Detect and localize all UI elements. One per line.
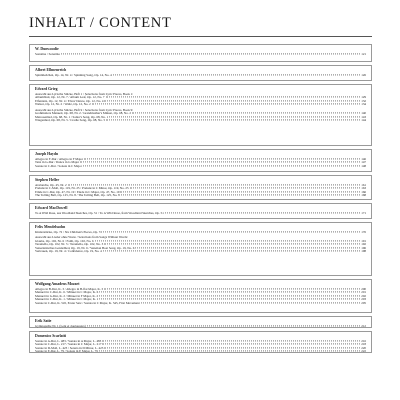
- entry-title: Sonate in C-Dur, L. 217 / Sonata in C Major, L. 217: [35, 342, 102, 347]
- page-number: 176: [361, 230, 366, 234]
- dot-leader: [104, 100, 360, 101]
- composer-name: Edvard Grieg: [35, 87, 58, 91]
- page-number: 220: [361, 345, 366, 350]
- page-number: 148: [361, 163, 366, 168]
- page-number: 200: [361, 287, 366, 291]
- page-number: 212: [361, 324, 366, 328]
- page-number: 205: [361, 300, 366, 305]
- dot-leader: [121, 195, 360, 196]
- page-title: INHALT / CONTENT: [29, 15, 172, 31]
- page-number: 134: [361, 102, 366, 107]
- page-number: 140: [361, 111, 366, 116]
- dot-leader: [165, 212, 360, 213]
- entry-title: Sonatine / Sonatina: [35, 52, 60, 56]
- composer-name: Edward MacDowell: [35, 206, 68, 210]
- entry-title: Sonate in D-Moll, L. 423 / Sonata in D Minor, L. 423: [35, 345, 104, 350]
- page-number: 161: [361, 183, 366, 187]
- dot-leader: [99, 351, 360, 352]
- toc-entry[interactable]: [35, 250, 366, 253]
- entry-title: Venezianisches Gondellied, Op. 19, Nr. 6 / Venetian Boat Song, Op. 19, No. 6: [35, 245, 135, 250]
- composer-name: W. Dunwoodie: [35, 47, 59, 51]
- entry-title: Menuett in C-Dur, K. 6 / Minuet in C Major, K. 6: [35, 290, 99, 295]
- dot-leader: [87, 325, 360, 326]
- entry-title: Sonate in C-Dur, K. 545, Erster Satz / Sonata in C Major, K. 545, First Movement: [35, 300, 140, 305]
- composer-name: Felix Mendelssohn: [35, 225, 66, 229]
- page-number: 201: [361, 290, 366, 295]
- toc-entry[interactable]: [35, 165, 366, 168]
- dot-leader: [92, 104, 360, 105]
- entry-title: The Tolling Bell, Op. 125, Nr. 8 / The Tolling Bell, Op. 125, No. 8: [35, 193, 120, 198]
- entry-title: Etüde in C-Dur, Op. 47, Nr. 19 / Etude in C Major, Op. 47, No. 19: [35, 189, 120, 194]
- dot-leader: [109, 116, 360, 117]
- composer-section: [29, 65, 372, 81]
- dot-leader: [99, 295, 360, 296]
- entry-title: Tarantella, Op. 102, Nr. 3 / Tarantella, Op. 102, No. 3: [35, 242, 104, 247]
- page-number: 121: [361, 52, 366, 56]
- dot-leader: [120, 191, 360, 192]
- dot-leader: [130, 188, 361, 189]
- dot-leader: [141, 302, 361, 303]
- page-number: 218: [361, 342, 366, 347]
- page-number: 147: [361, 160, 366, 165]
- composer-name: Wolfgang Amadeus Mozart: [35, 282, 80, 286]
- dot-leader: [99, 292, 360, 293]
- toc-entry[interactable]: [35, 119, 366, 122]
- page-number: 146: [361, 157, 366, 161]
- dot-leader: [102, 340, 360, 341]
- composer-section: [29, 222, 372, 276]
- dot-leader: [113, 74, 360, 75]
- page-number: 191: [361, 238, 366, 243]
- toc-entry[interactable]: [35, 302, 366, 305]
- dot-leader: [103, 251, 360, 252]
- composer-name: Stephen Heller: [35, 178, 60, 182]
- page-number: 216: [361, 339, 366, 343]
- composer-section: [29, 316, 372, 328]
- toc-entry[interactable]: [35, 74, 366, 77]
- composer-name: Domenico Scarlatti: [35, 334, 67, 338]
- dot-leader: [99, 299, 360, 300]
- page-number: 168: [361, 193, 366, 198]
- page-number: 171: [361, 211, 366, 215]
- dot-leader: [104, 347, 360, 348]
- page-number: 202: [361, 293, 366, 298]
- toc-entry[interactable]: [35, 212, 366, 215]
- entry-title: Menuett in C-Dur, K. 1 / Minuet in C Major, K. 1: [35, 297, 99, 302]
- entry-title: Sonate in E-Dur, L. 79 / Sonata in E Major, L. 79: [35, 349, 98, 354]
- entry-title: Kinderstücke, Op. 72 / Six Children's Pieces, Op. 72: [35, 230, 102, 234]
- toc-entry[interactable]: [35, 53, 366, 56]
- composer-name: Albert Ellmenreich: [35, 68, 67, 72]
- entry-title: Vertrauen, Op. 19, Nr. 4 / Confidence, Op. 19, No. 4: [35, 249, 102, 254]
- entry-title: Sonate in A-Dur, L. 483 / Sonata in A Major, L. 483: [35, 339, 102, 343]
- composer-section: [29, 203, 372, 219]
- dot-leader: [103, 231, 360, 232]
- entry-title: Albumblatt, Op. 12, Nr. 7 / Album Leaf, Op. 12, No. 7: [35, 95, 105, 100]
- composer-name: Joseph Haydn: [35, 152, 59, 156]
- composer-name: Erik Satie: [35, 319, 52, 323]
- entry-title: Auswahl aus Lyrische Stücke, Heft 9 / Selections from Lyric Pieces, Book 9:: [35, 107, 134, 112]
- entry-title: Glaube, Op. 102, Nr. 6 / Faith, Op. 102, No. 6: [35, 238, 94, 243]
- page-number: 192: [361, 242, 366, 247]
- page-number: 132: [361, 98, 366, 103]
- entry-title: Menuett in G-Dur, K. 2 / Minuet in F Major, K. 2: [35, 293, 99, 298]
- page-number: 166: [361, 189, 366, 194]
- page-number: 196: [361, 245, 366, 250]
- entry-title: Matrosenlied, Op. 68, Nr. 1 / Sailor's Song, Op. 68, No. 1: [35, 114, 109, 119]
- dot-leader: [84, 158, 360, 159]
- entry-title: Allegro in B-Dur, K. 3 / Allegro in B-flat Major, K. 3: [35, 287, 103, 291]
- page-number: 222: [361, 349, 366, 354]
- dot-leader: [68, 184, 361, 185]
- entry-title: Allegro in F-Dur / Allegro in F Major: [35, 157, 84, 161]
- composer-section: [29, 175, 372, 200]
- toc-entry[interactable]: [35, 350, 366, 353]
- dot-leader: [95, 240, 361, 241]
- composer-section: [29, 331, 372, 353]
- entry-title: Großmutters Menuett, Op. 68, Nr. 2 / Grandmother's Minuet, Op. 68, No. 2: [35, 111, 132, 116]
- entry-title: Auswahl aus Lyrische Stücke, Heft 1 / Selections from Lyric Pieces, Book 1:: [35, 92, 134, 96]
- entry-title: Elfentanz, Op. 12, Nr. 4 / Elves' Dance, Op. 12, No. 4: [35, 98, 104, 103]
- dot-leader: [104, 244, 360, 245]
- dot-leader: [106, 97, 361, 98]
- toc-entry[interactable]: [35, 194, 366, 197]
- composer-section: [29, 279, 372, 313]
- entry-title: Wiegenlied, Op. 68, Nr. 5 / Cradle Song, Op. 68, No. 5: [35, 118, 106, 123]
- entry-title: Auswahl aus Lieder ohne Worte / Selections from Songs Without Words:: [35, 235, 129, 240]
- page-number: 203: [361, 297, 366, 302]
- entry-title: Walzer, Op. 12, Nr. 2 / Waltz, Op. 12, No. 2: [35, 102, 91, 107]
- page-number: 144: [361, 118, 366, 123]
- composer-section: [29, 44, 372, 62]
- toc-entry[interactable]: [35, 325, 366, 328]
- page-number: 126: [361, 73, 366, 77]
- entry-title: Sonate in C-Dur / Sonata in C Major: [35, 163, 82, 168]
- dot-leader: [135, 247, 360, 248]
- dot-leader: [80, 162, 360, 163]
- entry-title: Prelude in C-Moll, Op. 119, Nr. 25 / Prelude in C Minor, Op. 119, No. 25: [35, 186, 129, 191]
- dot-leader: [132, 113, 360, 114]
- page-number: 143: [361, 114, 366, 119]
- composer-section: [29, 84, 372, 146]
- page-number: 198: [361, 249, 366, 254]
- composer-section: [29, 149, 372, 172]
- dot-leader: [61, 53, 360, 54]
- entry-title: Avalanche, Op. 45, Nr. 2: [35, 183, 67, 187]
- dot-leader: [102, 344, 360, 345]
- entry-title: Gymnopédie Nr. 1 (Lent et douloureux): [35, 324, 86, 328]
- entry-title: To A Wild Rose, aus Woodland Sketches, Op. 51 / To A Wild Rose, from Woodland Sketches, Op. 51: [35, 211, 164, 215]
- dot-leader: [83, 165, 360, 166]
- title-rule: [29, 36, 372, 37]
- dot-leader: [106, 119, 360, 120]
- entry-title: Tanz in G-Dur / Dance in G Major: [35, 160, 80, 165]
- entry-title: Spinnliedchen, Op. 14, Nr. 4 / Spinning Song, Op. 14, No. 4: [35, 73, 112, 77]
- dot-leader: [104, 288, 360, 289]
- page-number: 129: [361, 95, 366, 100]
- page-number: 163: [361, 186, 366, 191]
